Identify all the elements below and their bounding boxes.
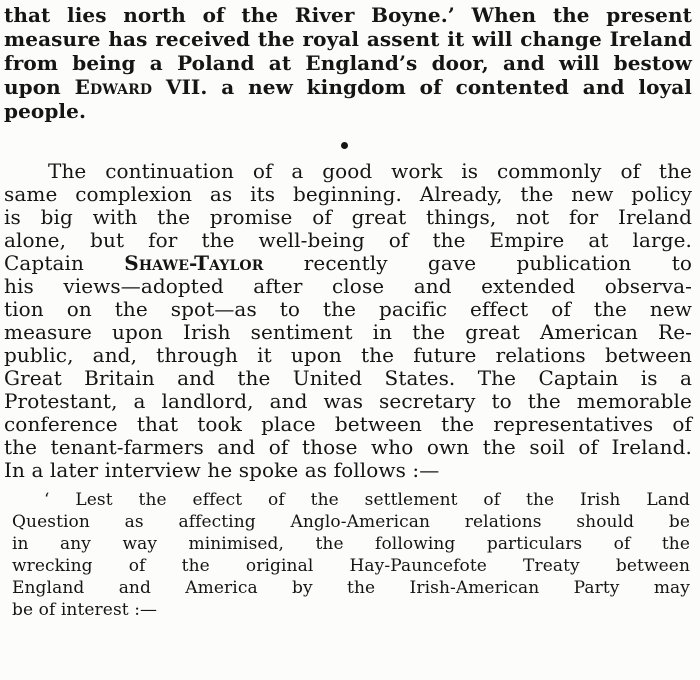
para2-line-3: is big with the promise of great things, not for Ireland (4, 205, 692, 229)
para1-line-4-start: upon (4, 75, 75, 99)
para2-line-13: the tenant-farmers and of those who own the soil of Ireland. (4, 435, 692, 459)
para1-line-4 (4, 76, 692, 98)
para2-line-11: Protestant, a landlord, and was secretary to the memorable (4, 389, 692, 413)
para2-line-8: measure upon Irish sentiment in the great American Re- (4, 320, 692, 344)
quote-line-2: Question as affecting Anglo-American relations should be (12, 512, 690, 532)
section-separator-dot (341, 142, 348, 149)
king-name: Edward VII (74, 75, 201, 99)
para2-line-9: public, and, through it upon the future relations between (4, 343, 692, 367)
para2-line-10: Great Britain and the United States. The Captain is a (4, 366, 692, 390)
quote-line-5: England and America by the Irish-American Party may (12, 578, 690, 598)
para2-line-1: The continuation of a good work is commonly of the (48, 159, 692, 183)
para2-line-5-end: recently gave publication to (263, 251, 692, 275)
para2-line-2: same complexion as its beginning. Already, the new policy (4, 182, 692, 206)
captain-name: Shawe-Taylor (124, 251, 264, 275)
para2-line-14: In a later interview he spoke as follows :— (4, 458, 440, 482)
para1-line-4-end: . a new kingdom of contented and loyal (200, 75, 692, 99)
para2-line-5 (4, 252, 692, 274)
para1-line-3: from being a Poland at England’s door, and will bestow (4, 51, 692, 75)
para1-line-1: that lies north of the River Boyne.’ When the present (4, 3, 692, 27)
para1-line-2: measure has received the royal assent it will change Ireland (4, 27, 692, 51)
para2-line-7: tion on the spot—as to the pacific effect of the new (4, 297, 692, 321)
quote-line-6: be of interest :— (12, 600, 158, 620)
para2-line-5-start: Captain (4, 251, 125, 275)
para2-line-6: his views—adopted after close and extended observa- (4, 274, 692, 298)
quote-line-1: ‘ Lest the effect of the settlement of the Irish Land (44, 490, 690, 510)
quote-line-3: in any way minimised, the following particulars of the (12, 534, 690, 554)
para2-line-12: conference that took place between the representatives of (4, 412, 692, 436)
quote-line-4: wrecking of the original Hay-Pauncefote Treaty between (12, 556, 690, 576)
para1-line-5: people. (4, 99, 87, 123)
para2-line-4: alone, but for the well-being of the Empire at large. (4, 228, 692, 252)
